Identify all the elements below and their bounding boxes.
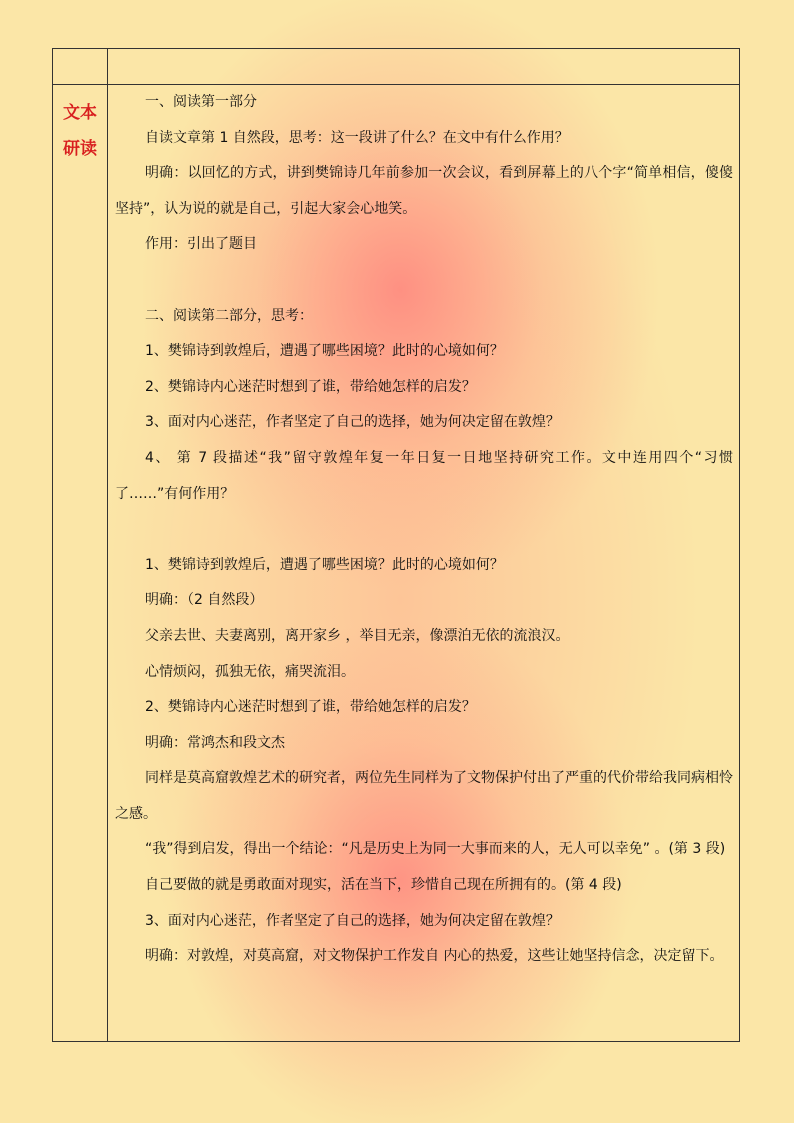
paragraph-6: 1、樊锦诗到敦煌后，遭遇了哪些困境？此时的心境如何？ (145, 343, 504, 360)
section-label-line1: 文本 (63, 103, 97, 123)
paragraph-19: 3、面对内心迷茫，作者坚定了自己的选择，她为何决定留在敦煌？ (145, 912, 560, 929)
paragraph-12: 父亲去世、夫妻离别，离开家乡 ，举目无亲，像漂泊无依的流浪汉。 (145, 627, 570, 644)
column-divider (107, 49, 108, 1041)
content-cell (115, 85, 733, 975)
paragraph-9: 4、 第 7 段描述“我”留守敦煌年复一年日复一日地坚持研究工作。文中连用四个“习惯了……”有何作用？ (115, 449, 733, 502)
paragraph-13: 心情烦闷，孤独无依，痛哭流泪。 (145, 663, 355, 680)
content-table (52, 48, 740, 1042)
paragraph-16: 同样是莫高窟敦煌艺术的研究者，两位先生同样为了文物保护付出了严重的代价带给我同病相怜之感。 (115, 770, 733, 822)
paragraph-18: 自己要做的就是勇敢面对现实，活在当下，珍惜自己现在所拥有的。(第 4 段) (145, 877, 622, 894)
section-label-line2: 研读 (63, 139, 97, 159)
paragraph-14: 2、樊锦诗内心迷茫时想到了谁，带给她怎样的启发？ (145, 699, 476, 716)
paragraph-5: 二、阅读第二部分，思考： (145, 307, 313, 324)
paragraph-15: 明确：常鸿杰和段文杰 (145, 734, 285, 751)
paragraph-20: 明确：对敦煌，对莫高窟，对文物保护工作发自 内心的热爱，这些让她坚持信念，决定留下。 (145, 948, 724, 965)
paragraph-3: 明确：以回忆的方式，讲到樊锦诗几年前参加一次会议，看到屏幕上的八个字“简单相信，傻傻坚持”，认为说的就是自己，引起大家会心地笑。 (115, 165, 733, 217)
paragraph-10: 1、樊锦诗到敦煌后，遭遇了哪些困境？此时的心境如何？ (145, 556, 504, 573)
paragraph-4: 作用：引出了题目 (145, 236, 257, 253)
spacer (115, 512, 733, 548)
spacer (115, 263, 733, 299)
section-label (53, 95, 107, 167)
paragraph-8: 3、面对内心迷茫，作者坚定了自己的选择，她为何决定留在敦煌？ (145, 414, 560, 431)
paragraph-2: 自读文章第 1 自然段，思考：这一段讲了什么？在文中有什么作用？ (145, 129, 569, 146)
paragraph-11: 明确：（2 自然段） (145, 592, 264, 609)
paragraph-1: 一、阅读第一部分 (145, 94, 257, 110)
paragraph-17: “我”得到启发，得出一个结论：“凡是历史上为同一大事而来的人，无人可以幸免” 。(第 3 段) (145, 841, 726, 858)
paragraph-7: 2、樊锦诗内心迷茫时想到了谁，带给她怎样的启发？ (145, 378, 476, 395)
